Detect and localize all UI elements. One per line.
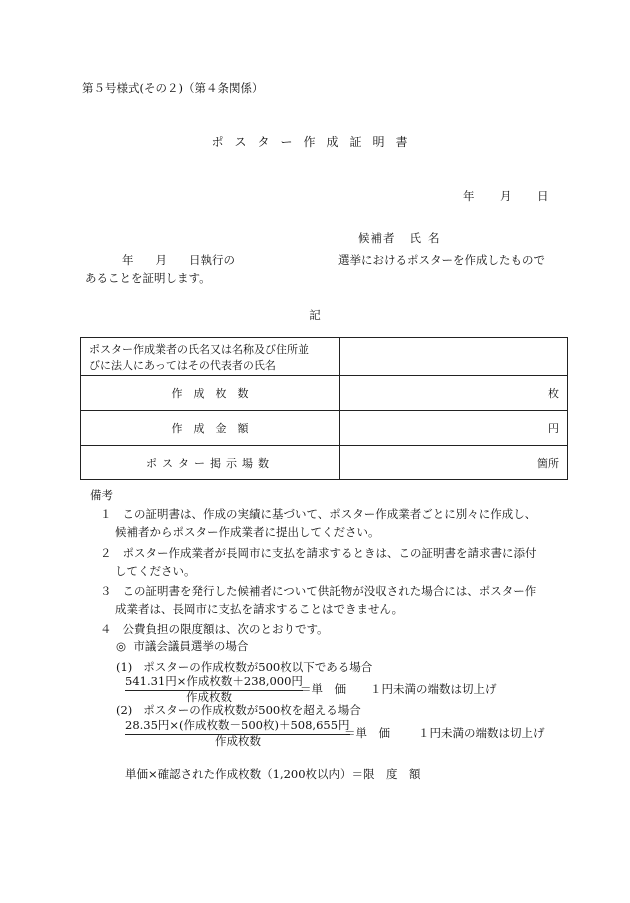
case-2-result: ＝単 価	[344, 726, 390, 740]
date-month: 月	[500, 189, 512, 203]
note-1	[100, 506, 536, 522]
table-row	[81, 446, 568, 480]
table-row	[81, 411, 568, 446]
document-title: ポスター作成証明書	[211, 135, 419, 149]
note-2-number: ２	[100, 546, 112, 560]
note-4-number: ４	[100, 622, 112, 636]
candidate-name-label: 氏名	[409, 231, 447, 245]
case-2-note: １円未満の端数は切上げ	[418, 726, 545, 740]
note-2-line2: してください。	[115, 564, 196, 578]
case-2-number: (2)	[116, 703, 133, 717]
limit-formula: 単価×確認された作成枚数（1,200枚以内）＝限 度 額	[125, 767, 421, 781]
row-count-unit: 枚	[340, 376, 568, 411]
date-line	[463, 188, 574, 204]
subsection-municipal	[116, 638, 248, 654]
note-1-line2: 候補者からポスター作成業者に提出してください。	[115, 525, 380, 539]
date-year: 年	[463, 189, 475, 203]
statement-line1: 選挙におけるポスターを作成したもので	[338, 253, 545, 267]
row-boards-unit: 箇所	[340, 446, 568, 480]
note-1-line1: この証明書は、作成の実績に基づいて、ポスター作成業者ごとに別々に作成し、	[122, 507, 537, 521]
row-contractor-label-line1: ポスター作成業者の氏名又は名称及び住所並	[89, 342, 309, 356]
note-2-line1: ポスター作成業者が長岡市に支払を請求するときは、この証明書を請求書に添付	[122, 546, 537, 560]
case-2-title-line	[116, 702, 361, 718]
table-row	[81, 376, 568, 411]
row-amount-unit: 円	[340, 411, 568, 446]
subsection-title: 市議会議員選挙の場合	[133, 639, 249, 653]
statement-year: 年	[122, 253, 134, 267]
row-contractor-label-line2: びに法人にあってはその代表者の氏名	[89, 358, 276, 372]
form-number: 第５号様式(その２)（第４条関係）	[82, 81, 264, 95]
case-2-denominator: 作成枚数	[215, 734, 261, 748]
row-contractor-value	[340, 338, 568, 376]
row-amount-label: 作 成 金 額	[81, 411, 340, 446]
statement-day: 日執行の	[189, 253, 235, 267]
candidate-line	[358, 230, 447, 246]
note-3-line1: この証明書を発行した候補者について供託物が没収された場合には、ポスター作	[122, 584, 537, 598]
row-count-label: 作 成 枚 数	[81, 376, 340, 411]
case-2-title: ポスターの作成枚数が500枚を超える場合	[143, 703, 361, 717]
table-row	[81, 338, 568, 376]
case-1-note: １円未満の端数は切上げ	[370, 682, 497, 696]
ki-heading: 記	[309, 308, 321, 322]
statement-date	[122, 252, 257, 268]
note-4	[100, 621, 329, 637]
case-2-numerator: 28.35円×(作成枚数－500枚)＋508,655円	[125, 717, 350, 735]
case-1-numerator: 541.31円×作成枚数＋238,000円	[125, 673, 303, 691]
statement-line2: あることを証明します。	[85, 271, 211, 285]
note-2	[100, 545, 536, 561]
note-3	[100, 583, 536, 599]
case-1-title: ポスターの作成枚数が500枚以下である場合	[143, 660, 373, 674]
candidate-label: 候補者	[358, 231, 396, 245]
note-3-line2: 成業者は、長岡市に支払を請求することはできません。	[115, 602, 404, 616]
date-day: 日	[537, 189, 549, 203]
double-circle-mark: ◎	[116, 639, 127, 653]
note-1-number: １	[100, 507, 112, 521]
case-1-result: ＝単 価	[300, 682, 346, 696]
info-table	[80, 337, 568, 480]
row-boards-label: ポスター掲示場数	[81, 446, 340, 480]
note-3-number: ３	[100, 584, 112, 598]
remarks-title: 備考	[90, 488, 113, 502]
case-1-denominator: 作成枚数	[186, 690, 232, 704]
case-1-number: (1)	[116, 660, 133, 674]
row-contractor-label	[81, 338, 340, 376]
statement-month: 月	[155, 253, 167, 267]
note-4-line1: 公費負担の限度額は、次のとおりです。	[122, 622, 329, 636]
